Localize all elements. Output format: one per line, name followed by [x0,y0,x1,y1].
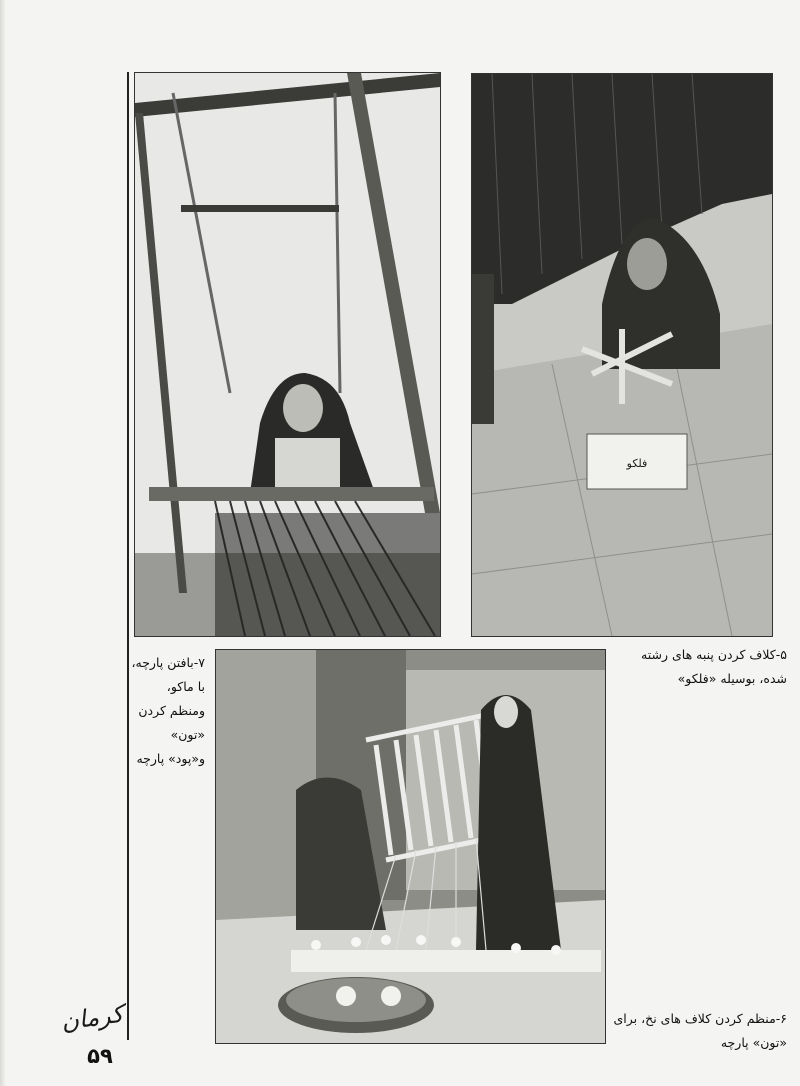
column-divider [127,72,129,1040]
photo-woman-with-falakou [471,73,773,637]
photo-woman-at-loom [134,72,441,637]
kerman-logo: کرمان [59,999,126,1037]
falakou-sign-text: فلکو [626,457,648,470]
caption-skein-winding: ۵-کلاف کردن پنبه های رشته شده، بوسیله «فلکو» [641,647,787,686]
caption-warp-arranging: ۶-منظم کردن کلاف های نخ، برای «تون» پارچه [613,1011,787,1050]
photo-arranging-warp-threads [215,649,606,1044]
page-edge-shadow [0,0,6,1086]
page-number: ۵۹ [87,1044,113,1068]
caption-weaving: ۷-بافتن پارچه، با ماکو، ومنظم کردن «تون» و«پود» پارچه [131,655,205,766]
